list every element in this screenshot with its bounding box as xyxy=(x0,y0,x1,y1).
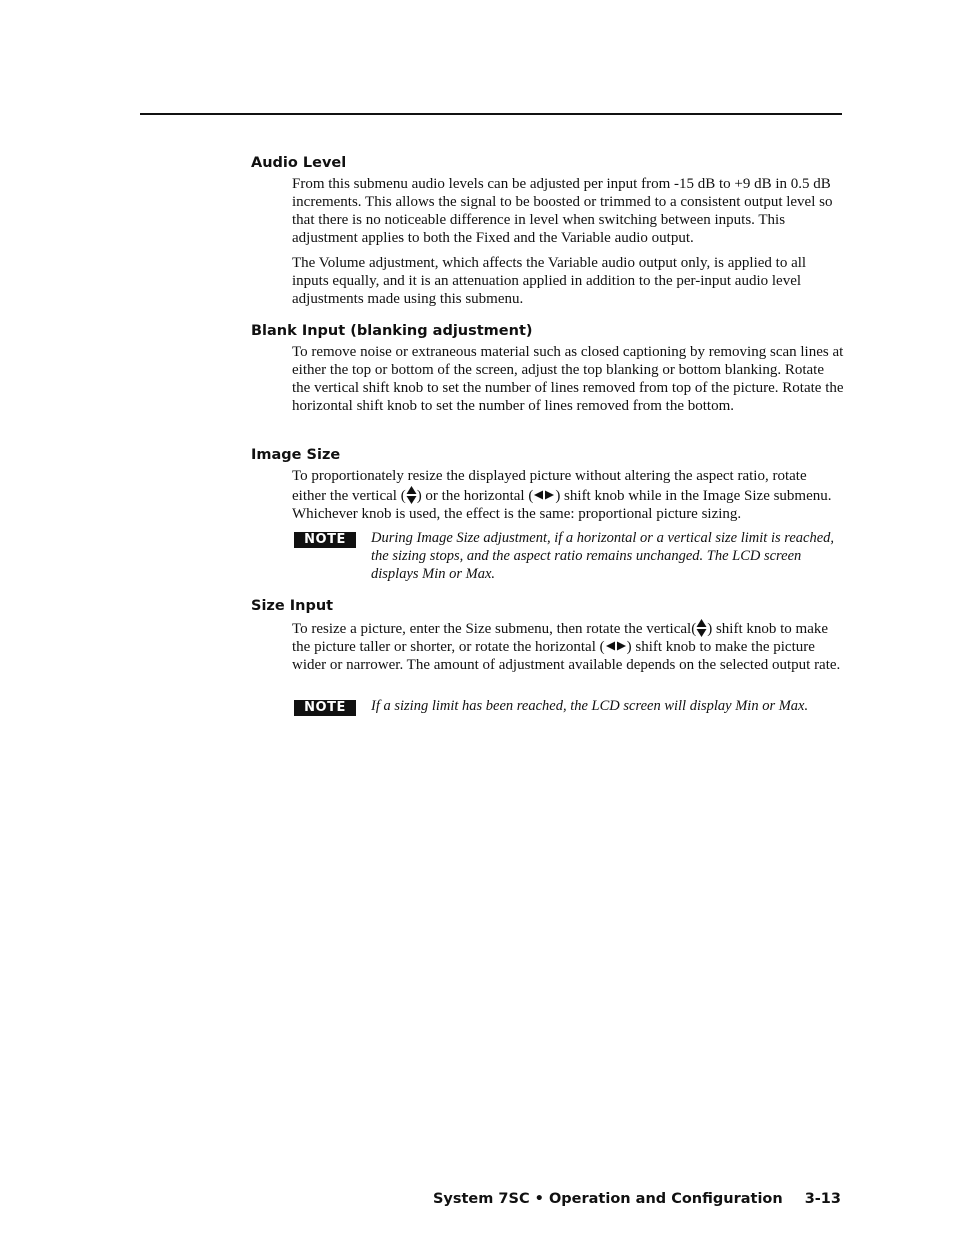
image-size-paragraph xyxy=(292,467,844,523)
up-down-arrow-icon xyxy=(406,485,417,505)
size-input-text-part-2: ) shift knob to make the picture taller or shorter, or rotate the horizontal ( xyxy=(292,621,829,655)
image-size-text-part-2: ) or the horizontal ( xyxy=(416,488,534,504)
page-number: 3-13 xyxy=(804,1191,841,1207)
size-input-text-part-1: To resize a picture, enter the Size submenu, then rotate the vertical( xyxy=(292,621,697,637)
image-size-note: During Image Size adjustment, if a horizontal or a vertical size limit is reached, the sizing stops, and the aspect ratio remains unchanged. The LCD screen displays Min or Max. xyxy=(371,530,835,582)
audio-level-paragraph-2: The Volume adjustment, which affects the Variable audio output only, is applied to all inputs equally, and it is an attenuation applied in addition to the per-input audio level adjustments made using this submenu. xyxy=(292,255,807,307)
section-heading-audio-level: Audio Level xyxy=(251,155,347,171)
up-down-arrow-icon xyxy=(696,618,707,638)
left-right-arrow-icon xyxy=(533,490,555,500)
size-input-note: If a sizing limit has been reached, the LCD screen will display Min or Max. xyxy=(371,698,809,714)
left-right-arrow-icon xyxy=(605,641,627,651)
footer-title: System 7SC • Operation and Configuration xyxy=(432,1191,783,1207)
top-rule xyxy=(140,113,842,115)
page-footer xyxy=(433,1191,841,1207)
note-badge: NOTE xyxy=(294,700,356,716)
size-input-text-part-3: ) shift knob to make the picture wider or narrower. The amount of adjustment available depends on the selected output rate. xyxy=(292,639,841,673)
section-heading-size-input: Size Input xyxy=(251,598,334,614)
blank-input-paragraph: To remove noise or extraneous material such as closed captioning by removing scan lines at either the top or bottom of the screen, adjust the top blanking or bottom blanking. Rotate the vertical shift knob to set the number of lines removed from top of the picture. Rotate the horizontal shift knob to set the number of lines removed from the bottom. xyxy=(292,344,844,414)
size-input-paragraph xyxy=(292,618,844,674)
section-heading-image-size: Image Size xyxy=(251,447,341,463)
audio-level-paragraph-1: From this submenu audio levels can be adjusted per input from -15 dB to +9 dB in 0.5 dB increments. This allows the signal to be boosted or trimmed to a consistent output level so that there is no noticeable difference in level when switching between inputs. This adjustment applies to both the Fixed and the Variable audio output. xyxy=(292,176,833,246)
image-size-text-part-1: To proportionately resize the displayed picture without altering the aspect ratio, rotate either the vertical ( xyxy=(292,468,807,504)
section-heading-blank-input: Blank Input (blanking adjustment) xyxy=(251,323,533,339)
image-size-text-part-3: ) shift knob while in the Image Size submenu. Whichever knob is used, the effect is the same: proportional picture sizing. xyxy=(292,488,832,522)
note-badge: NOTE xyxy=(294,532,356,548)
